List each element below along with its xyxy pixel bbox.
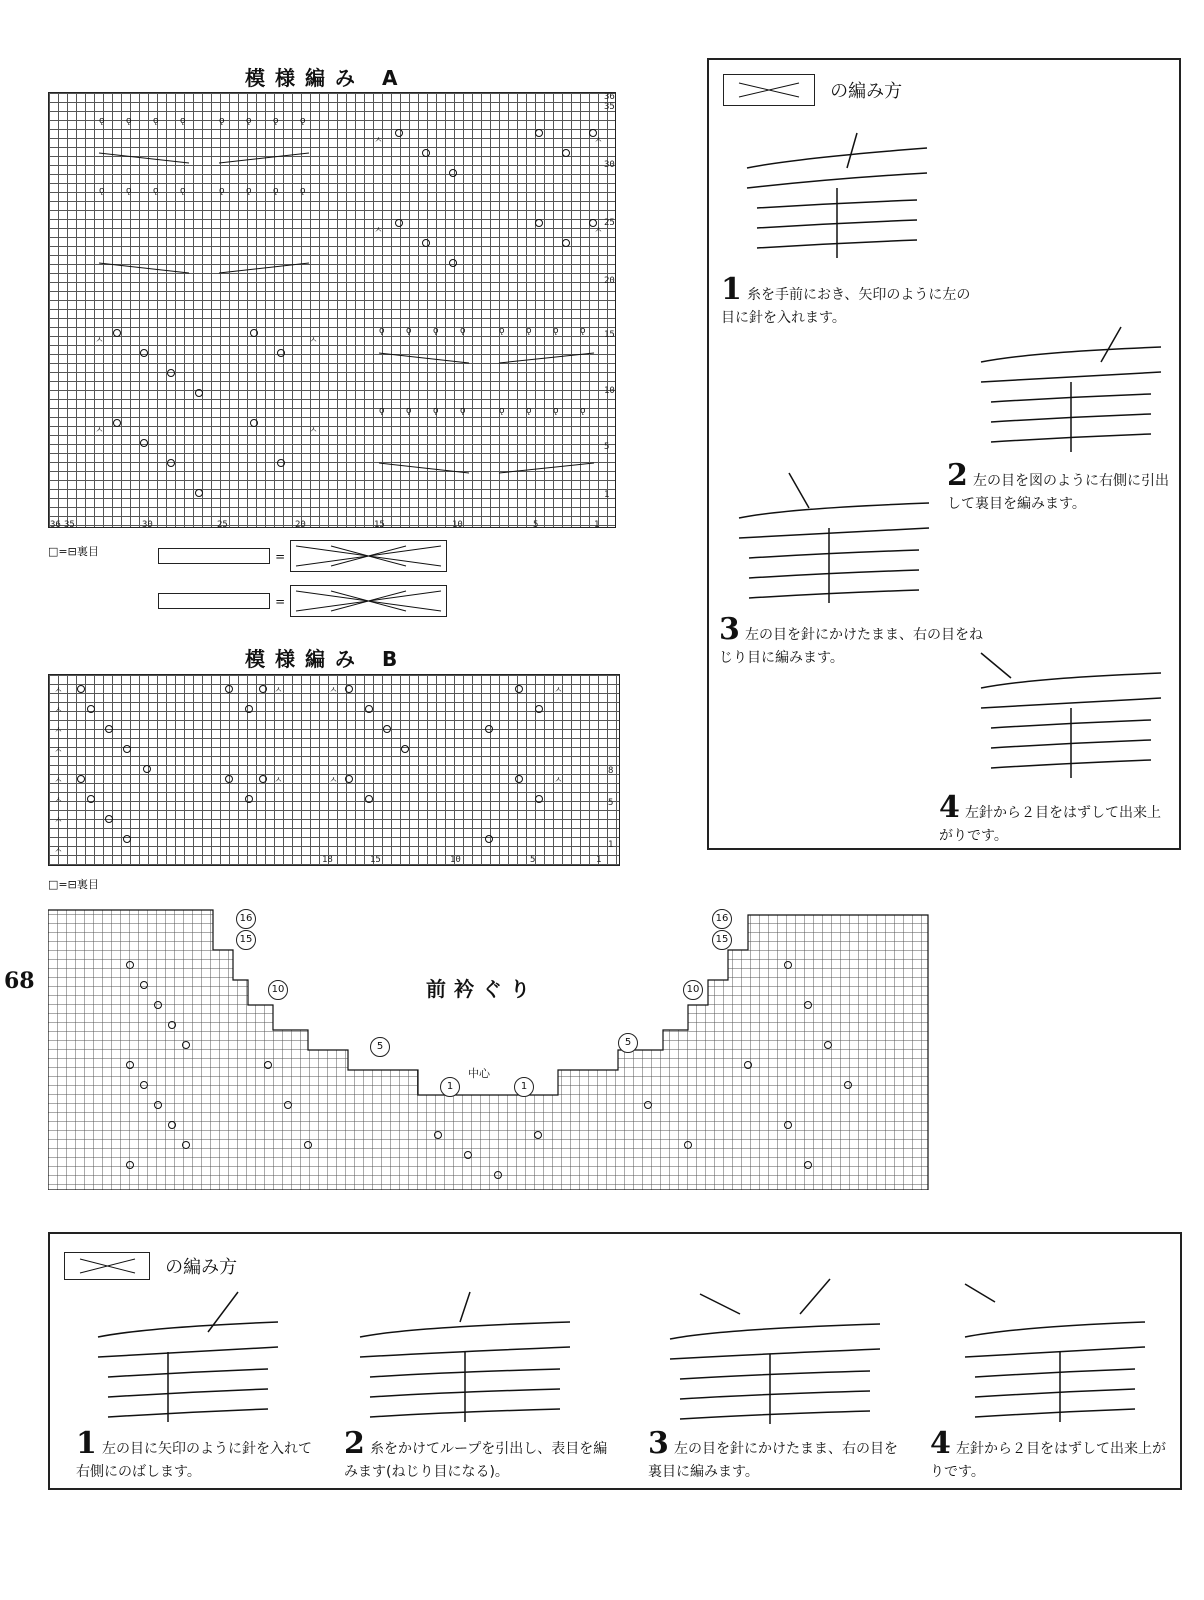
cable-symbol-swatch bbox=[158, 548, 270, 564]
step-number: 2 bbox=[344, 1426, 365, 1461]
pattern-a-row-label: 36 bbox=[604, 92, 615, 102]
svg-text:ǫ: ǫ bbox=[273, 186, 279, 196]
svg-text:ǫ: ǫ bbox=[180, 116, 186, 126]
pattern-a-row-label: 20 bbox=[604, 276, 615, 286]
svg-text:ǫ: ǫ bbox=[180, 186, 186, 196]
knit-illustration-4 bbox=[971, 648, 1171, 783]
neckline-chart bbox=[48, 905, 933, 1190]
svg-text:ㅅ: ㅅ bbox=[594, 226, 603, 236]
pattern-a-row-label: 25 bbox=[604, 218, 615, 228]
row-marker: 15 bbox=[236, 930, 256, 950]
pattern-a-col-label: 15 bbox=[374, 520, 385, 530]
instructions-bottom-title: の編み方 bbox=[165, 1257, 238, 1278]
row-marker: 15 bbox=[712, 930, 732, 950]
svg-text:ǫ: ǫ bbox=[433, 326, 439, 336]
pattern-a-row-label: 10 bbox=[604, 386, 615, 396]
svg-text:ㅅ: ㅅ bbox=[54, 846, 63, 856]
row-marker: 5 bbox=[370, 1037, 390, 1057]
pattern-b-col-label: 15 bbox=[370, 855, 381, 865]
step-number: 4 bbox=[930, 1426, 951, 1461]
svg-text:ǫ: ǫ bbox=[273, 116, 279, 126]
svg-text:ǫ: ǫ bbox=[153, 116, 159, 126]
pattern-b-legend: □=⊟裏目 bbox=[48, 878, 99, 891]
svg-text:ǫ: ǫ bbox=[553, 406, 559, 416]
row-marker: 1 bbox=[514, 1077, 534, 1097]
page-number: 68 bbox=[4, 968, 35, 994]
pattern-a-col-label: 20 bbox=[295, 520, 306, 530]
pattern-a-col-label: 5 bbox=[533, 520, 539, 530]
svg-text:ǫ: ǫ bbox=[580, 406, 586, 416]
cable-legend-2: = bbox=[158, 585, 447, 617]
instruction-bottom-step-3 bbox=[648, 1426, 908, 1483]
pattern-a-col-label: 1 bbox=[594, 520, 600, 530]
svg-text:ǫ: ǫ bbox=[99, 116, 105, 126]
pattern-b-row-label: 1 bbox=[608, 840, 614, 850]
row-marker: 16 bbox=[236, 909, 256, 929]
svg-text:ǫ: ǫ bbox=[300, 116, 306, 126]
svg-text:ㅅ: ㅅ bbox=[309, 336, 318, 346]
instructions-right-header bbox=[723, 74, 902, 106]
row-marker: 10 bbox=[268, 980, 288, 1000]
pattern-a-col-label: 35 bbox=[64, 520, 75, 530]
step-text: 左の目を針にかけたまま、右の目をねじり目に編みます。 bbox=[719, 627, 983, 666]
row-marker: 5 bbox=[618, 1033, 638, 1053]
svg-text:ㅅ: ㅅ bbox=[594, 136, 603, 146]
pattern-a-row-label: 30 bbox=[604, 160, 615, 170]
svg-text:ǫ: ǫ bbox=[460, 326, 466, 336]
pattern-b-col-label: 10 bbox=[450, 855, 461, 865]
pattern-a-row-label: 35 bbox=[604, 102, 615, 112]
svg-text:ǫ: ǫ bbox=[526, 406, 532, 416]
svg-text:ǫ: ǫ bbox=[433, 406, 439, 416]
svg-text:ㅅ: ㅅ bbox=[54, 776, 63, 786]
instruction-right-step-1 bbox=[721, 272, 971, 329]
svg-text:ㅅ: ㅅ bbox=[374, 136, 383, 146]
step-number: 1 bbox=[76, 1426, 97, 1461]
step-text: 左の目を図のように右側に引出して裏目を編みます。 bbox=[947, 473, 1169, 512]
knit-illustration-1 bbox=[737, 128, 937, 263]
neckline-center-label: 中心 bbox=[468, 1067, 490, 1080]
knit-illustration-3 bbox=[729, 468, 939, 603]
pattern-b-symbols bbox=[49, 675, 619, 865]
knit-illustration-b1 bbox=[88, 1282, 288, 1422]
pattern-b-row-label: 5 bbox=[608, 798, 614, 808]
row-marker: 1 bbox=[440, 1077, 460, 1097]
step-text: 左の目に矢印のように針を入れて右側にのばします。 bbox=[76, 1441, 312, 1480]
step-text: 糸を手前におき、矢印のように左の目に針を入れます。 bbox=[721, 287, 971, 326]
pattern-b-col-label: 18 bbox=[322, 855, 333, 865]
svg-text:ǫ: ǫ bbox=[153, 186, 159, 196]
knit-illustration-2 bbox=[971, 322, 1171, 457]
cable-symbol-diagram bbox=[290, 585, 447, 617]
pattern-a-chart bbox=[48, 92, 616, 528]
svg-text:ǫ: ǫ bbox=[246, 116, 252, 126]
pattern-a-col-label: 30 bbox=[142, 520, 153, 530]
pattern-a-title: 模様編み A bbox=[245, 66, 408, 90]
instruction-bottom-step-2 bbox=[344, 1426, 614, 1483]
pattern-b-row-label: 8 bbox=[608, 766, 614, 776]
svg-text:ǫ: ǫ bbox=[379, 406, 385, 416]
instructions-bottom-header bbox=[64, 1252, 237, 1280]
knit-illustration-b4 bbox=[955, 1282, 1155, 1422]
instructions-right-title: の編み方 bbox=[830, 81, 903, 102]
svg-text:ǫ: ǫ bbox=[406, 326, 412, 336]
svg-text:ㅅ: ㅅ bbox=[54, 726, 63, 736]
instruction-right-step-2 bbox=[947, 458, 1175, 515]
svg-text:ǫ: ǫ bbox=[499, 406, 505, 416]
cable-legend-1: = bbox=[158, 540, 447, 572]
pattern-a-col-label: 10 bbox=[452, 520, 463, 530]
instruction-bottom-step-4 bbox=[930, 1426, 1170, 1483]
cable-symbol-diagram bbox=[290, 540, 447, 572]
svg-text:ǫ: ǫ bbox=[126, 116, 132, 126]
cable-symbol-swatch bbox=[158, 593, 270, 609]
row-marker: 10 bbox=[683, 980, 703, 1000]
neckline-grid bbox=[48, 905, 933, 1190]
svg-text:ǫ: ǫ bbox=[379, 326, 385, 336]
svg-text:ǫ: ǫ bbox=[553, 326, 559, 336]
step-number: 2 bbox=[947, 458, 968, 493]
pattern-b-title: 模様編み B bbox=[245, 647, 408, 671]
svg-text:ㅅ: ㅅ bbox=[329, 776, 338, 786]
svg-text:ㅅ: ㅅ bbox=[329, 686, 338, 696]
svg-text:ǫ: ǫ bbox=[219, 186, 225, 196]
svg-text:ㅅ: ㅅ bbox=[554, 686, 563, 696]
svg-text:ㅅ: ㅅ bbox=[554, 776, 563, 786]
instructions-bottom-box bbox=[48, 1232, 1182, 1490]
svg-text:ㅅ: ㅅ bbox=[54, 796, 63, 806]
pattern-b-chart bbox=[48, 674, 620, 866]
pattern-a-row-label: 5 bbox=[604, 442, 610, 452]
svg-text:ǫ: ǫ bbox=[460, 406, 466, 416]
knit-illustration-b2 bbox=[350, 1282, 580, 1422]
step-text: 左の目を針にかけたまま、右の目を裏目に編みます。 bbox=[648, 1441, 898, 1480]
svg-text:ㅅ: ㅅ bbox=[54, 706, 63, 716]
svg-text:ㅅ: ㅅ bbox=[274, 776, 283, 786]
svg-text:ǫ: ǫ bbox=[499, 326, 505, 336]
step-number: 1 bbox=[721, 272, 742, 307]
step-number: 3 bbox=[648, 1426, 669, 1461]
svg-text:ㅅ: ㅅ bbox=[274, 686, 283, 696]
svg-text:ㅅ: ㅅ bbox=[54, 746, 63, 756]
svg-text:ǫ: ǫ bbox=[246, 186, 252, 196]
step-number: 4 bbox=[939, 790, 960, 825]
svg-text:ǫ: ǫ bbox=[526, 326, 532, 336]
pattern-a-symbols bbox=[49, 93, 615, 527]
svg-text:ㅅ: ㅅ bbox=[54, 686, 63, 696]
svg-text:ㅅ: ㅅ bbox=[374, 226, 383, 236]
knit-illustration-b3 bbox=[660, 1274, 890, 1424]
instruction-right-step-4 bbox=[939, 790, 1173, 847]
svg-text:ㅅ: ㅅ bbox=[95, 426, 104, 436]
pattern-a-legend: □=⊟裏目 bbox=[48, 545, 99, 558]
svg-text:ǫ: ǫ bbox=[126, 186, 132, 196]
pattern-a-col-label: 36 bbox=[50, 520, 61, 530]
neckline-title: 前衿ぐり bbox=[426, 977, 538, 1001]
pattern-b-col-label: 5 bbox=[530, 855, 536, 865]
instructions-right-box bbox=[707, 58, 1181, 850]
svg-text:ǫ: ǫ bbox=[300, 186, 306, 196]
svg-text:ㅅ: ㅅ bbox=[95, 336, 104, 346]
pattern-a-row-label: 15 bbox=[604, 330, 615, 340]
svg-text:ǫ: ǫ bbox=[219, 116, 225, 126]
pattern-a-col-label: 25 bbox=[217, 520, 228, 530]
twist-purl-symbol-icon bbox=[64, 1252, 150, 1280]
step-text: 糸をかけてループを引出し、表目を編みます(ねじり目になる)。 bbox=[344, 1441, 608, 1480]
twist-symbol-icon bbox=[723, 74, 815, 106]
svg-text:ǫ: ǫ bbox=[580, 326, 586, 336]
instruction-bottom-step-1 bbox=[76, 1426, 316, 1483]
step-number: 3 bbox=[719, 612, 740, 647]
step-text: 左針から２目をはずして出来上がりです。 bbox=[930, 1441, 1166, 1480]
svg-text:ㅅ: ㅅ bbox=[309, 426, 318, 436]
svg-text:ㅅ: ㅅ bbox=[54, 816, 63, 826]
svg-text:ǫ: ǫ bbox=[99, 186, 105, 196]
step-text: 左針から２目をはずして出来上がりです。 bbox=[939, 805, 1161, 844]
instruction-right-step-3 bbox=[719, 612, 989, 669]
svg-text:ǫ: ǫ bbox=[406, 406, 412, 416]
pattern-a-row-label: 1 bbox=[604, 490, 610, 500]
row-marker: 16 bbox=[712, 909, 732, 929]
pattern-b-col-label: 1 bbox=[596, 855, 602, 865]
